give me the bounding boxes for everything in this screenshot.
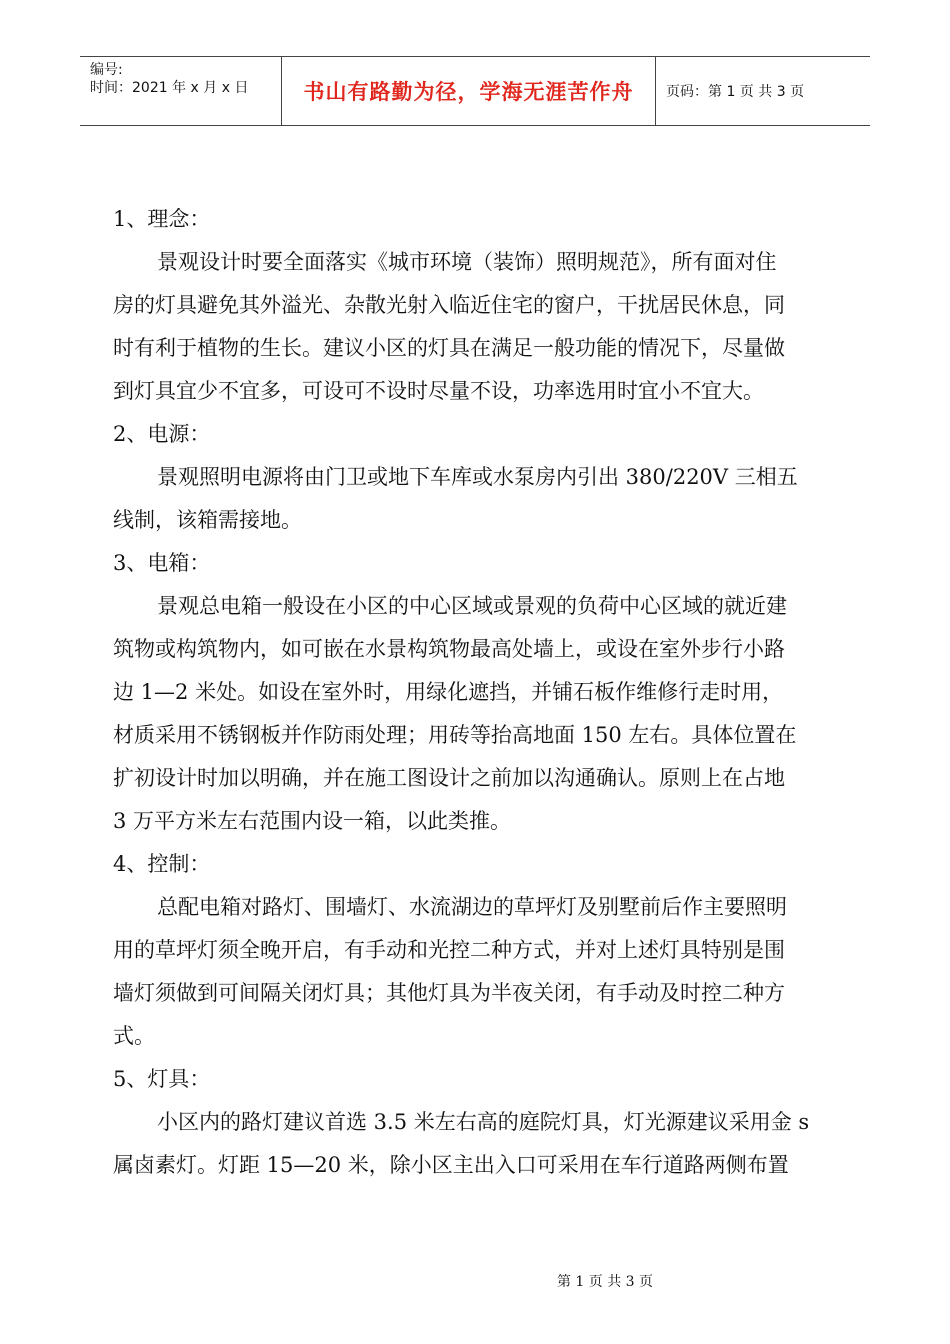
section-heading: 4、控制：	[113, 852, 211, 876]
paragraph-line: 筑物或构筑物内，如可嵌在水景构筑物最高处墙上，或设在室外步行小路	[113, 637, 785, 661]
paragraph-line: 景观设计时要全面落实《城市环境（装饰）照明规范》，所有面对住	[157, 250, 777, 274]
paragraph-line: 属卤素灯。灯距 15—20 米，除小区主出入口可采用在车行道路两侧布置	[113, 1153, 789, 1177]
paragraph-line: 时有利于植物的生长。建议小区的灯具在满足一般功能的情况下，尽量做	[113, 336, 785, 360]
header-motto-cell	[282, 57, 656, 125]
document-header	[80, 56, 870, 126]
paragraph-line: 边 1—2 米处。如设在室外时，用绿化遮挡，并铺石板作维修行走时用，	[113, 680, 784, 704]
paragraph-line: 景观总电箱一般设在小区的中心区域或景观的负荷中心区域的就近建	[157, 594, 787, 618]
section-heading: 3、电箱：	[113, 551, 211, 575]
paragraph-line: 小区内的路灯建议首选 3.5 米左右高的庭院灯具，灯光源建议采用金 s	[157, 1110, 810, 1134]
paragraph-line: 到灯具宜少不宜多，可设可不设时尽量不设，功率选用时宜小不宜大。	[113, 379, 764, 403]
paragraph-line: 材质采用不锈钢板并作防雨处理；用砖等抬高地面 150 左右。具体位置在	[113, 723, 797, 747]
paragraph-line: 墙灯须做到可间隔关闭灯具；其他灯具为半夜关闭，有手动及时控二种方	[113, 981, 785, 1005]
paragraph-line: 用的草坪灯须全晚开启，有手动和光控二种方式，并对上述灯具特别是围	[113, 938, 785, 962]
document-body	[113, 198, 835, 1187]
paragraph-line: 总配电箱对路灯、围墙灯、水流湖边的草坪灯及别墅前后作主要照明	[157, 895, 787, 919]
section-heading: 2、电源：	[113, 422, 211, 446]
section-heading: 1、理念：	[113, 207, 211, 231]
paragraph-line: 线制，该箱需接地。	[113, 508, 302, 532]
document-time-label: 时间：2021 年 x 月 x 日	[90, 80, 249, 96]
paragraph-line: 扩初设计时加以明确，并在施工图设计之前加以沟通确认。原则上在占地	[113, 766, 785, 790]
paragraph-line: 式。	[113, 1024, 155, 1048]
paragraph-line: 景观照明电源将由门卫或地下车库或水泵房内引出 380/220V 三相五	[157, 465, 798, 489]
header-motto: 书山有路勤为径，学海无涯苦作舟	[303, 80, 634, 104]
document-number-label: 编号:	[90, 62, 123, 78]
section-heading: 5、灯具：	[113, 1067, 211, 1091]
header-page-label: 页码：第 1 页 共 3 页	[666, 84, 805, 100]
header-meta-cell	[80, 57, 282, 125]
paragraph-line: 3 万平方米左右范围内设一箱，以此类推。	[113, 809, 512, 833]
page-footer: 第 1 页 共 3 页	[556, 1274, 654, 1290]
header-page-cell	[656, 57, 870, 125]
paragraph-line: 房的灯具避免其外溢光、杂散光射入临近住宅的窗户，干扰居民休息，同	[113, 293, 785, 317]
